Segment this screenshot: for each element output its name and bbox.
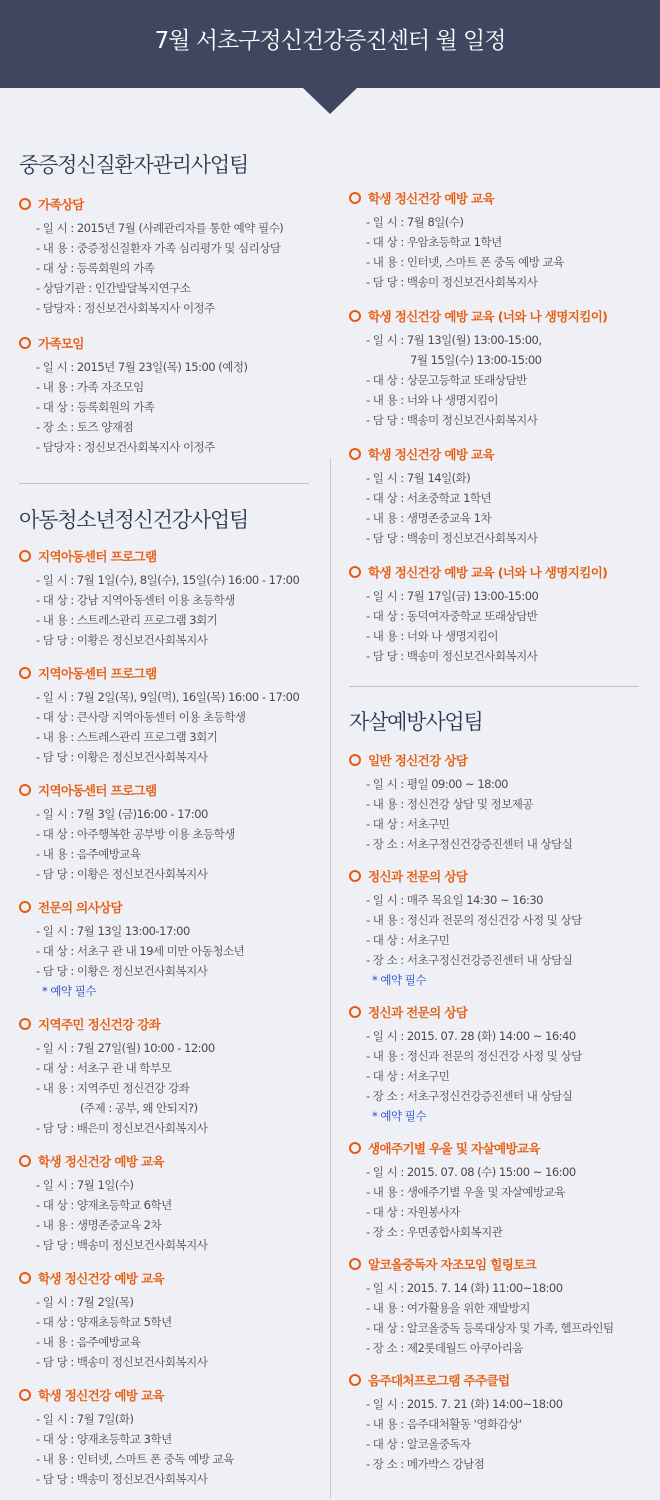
event-title-text: 알코올중독자 자조모임 힐링토크 — [368, 1257, 537, 1272]
circle-bullet-icon — [19, 1272, 31, 1284]
detail-line: - 대 상 : 강남 지역아동센터 이용 초등학생 — [36, 593, 235, 607]
detail-line: - 담 당 : 백송미 정신보건사회복지사 — [36, 1238, 208, 1252]
detail-line: - 장 소 : 서초구정신건강증진센터 내 상담실 — [366, 953, 573, 967]
detail-line: - 담 당 : 백송미 정신보건사회복지사 — [36, 1355, 208, 1369]
event-title — [349, 1136, 649, 1162]
detail-line: - 담 당 : 이황은 정신보건사회복지사 — [36, 964, 208, 978]
detail-line: - 담 당 : 이황은 정신보건사회복지사 — [36, 633, 208, 647]
event-details — [19, 570, 319, 650]
event-block — [19, 661, 319, 767]
left-column — [19, 146, 319, 1489]
event-title-text: 음주대처프로그램 주주클럽 — [368, 1373, 510, 1388]
team-title: 자살예방사업팀 — [349, 710, 483, 734]
detail-line: - 대 상 : 상문고등학교 또래상담반 — [366, 373, 527, 387]
detail-line: - 대 상 : 우암초등학교 1학년 — [366, 235, 502, 249]
detail-line: - 담 당 : 백송미 정신보건사회복지사 — [366, 649, 538, 663]
detail-line: - 일 시 : 2015년 7월 23일(목) 15:00 (예정) — [36, 360, 248, 374]
detail-line: - 대 상 : 큰사랑 지역아동센터 이용 초등학생 — [36, 710, 246, 724]
detail-line: - 대 상 : 서초구 관 내 학부모 — [36, 1061, 172, 1075]
detail-line: - 일 시 : 2015. 07. 28 (화) 14:00 ~ 16:40 — [366, 1029, 576, 1043]
event-block — [19, 778, 319, 884]
team-title: 아동청소년정신건강사업팀 — [19, 508, 249, 532]
detail-line: - 내 용 : 가족 자조모임 — [36, 380, 144, 394]
detail-line: - 일 시 : 7월 2일(목), 9일(먹), 16일(목) 16:00 - 17:00 — [36, 690, 300, 704]
event-title — [349, 304, 649, 330]
detail-line: - 내 용 : 생명존중교육 1차 — [366, 511, 492, 525]
event-title — [19, 661, 319, 687]
event-title — [19, 331, 319, 357]
detail-line: - 내 용 : 지역주민 정신건강 강좌 — [36, 1081, 190, 1095]
event-details — [19, 1175, 319, 1255]
event-title-text: 지역아동센터 프로그램 — [38, 549, 157, 564]
detail-line: - 담 당 : 백송미 정신보건사회복지사 — [36, 1472, 208, 1486]
detail-line: - 대 상 : 동덕여자중학교 또래상담반 — [366, 609, 538, 623]
event-details — [349, 586, 649, 666]
detail-line: - 일 시 : 7월 13일(월) 13:00-15:00, — [366, 333, 542, 347]
detail-line: - 대 상 : 서초구 관 내 19세 미만 아동청소년 — [36, 944, 245, 958]
event-block — [19, 1266, 319, 1372]
detail-line: - 일 시 : 매주 목요일 14:30 ~ 16:30 — [366, 893, 543, 907]
team-section — [19, 147, 319, 457]
circle-bullet-icon — [19, 784, 31, 796]
event-details — [349, 468, 649, 548]
event-title — [19, 778, 319, 804]
circle-bullet-icon — [349, 1142, 361, 1154]
event-title-text: 학생 정신건강 예방 교육 — [38, 1388, 165, 1403]
page-header — [0, 0, 660, 88]
event-title-text: 정신과 전문의 상담 — [368, 1005, 468, 1020]
event-title — [349, 864, 649, 890]
detail-line: - 내 용 : 스트레스관리 프로그램 3회기 — [36, 613, 218, 627]
team-title: 중증정신질환자관리사업팀 — [19, 153, 249, 177]
circle-bullet-icon — [349, 310, 361, 322]
detail-line: - 대 상 : 서초중학교 1학년 — [366, 491, 492, 505]
event-title — [349, 1252, 649, 1278]
detail-line: - 일 시 : 평일 09:00 ~ 18:00 — [366, 777, 508, 791]
detail-line: - 일 시 : 2015. 7. 14 (화) 11:00~18:00 — [366, 1281, 563, 1295]
detail-line: - 담 당 : 백송미 정신보건사회복지사 — [366, 275, 538, 289]
event-title — [349, 560, 649, 586]
event-title-text: 지역주민 정신건강 강좌 — [38, 1017, 161, 1032]
detail-line: - 장 소 : 서초구정신건강증진센터 내 상담실 — [366, 837, 573, 851]
detail-line: - 내 용 : 음주예방교육 — [36, 847, 141, 861]
detail-line: - 내 용 : 정신과 전문의 정신건강 사정 및 상담 — [366, 913, 582, 927]
event-title — [349, 748, 649, 774]
event-block — [19, 331, 319, 457]
circle-bullet-icon — [349, 566, 361, 578]
event-block — [349, 1000, 649, 1126]
team-section — [19, 502, 319, 1489]
detail-line: - 장 소 : 메가박스 강남점 — [366, 1457, 485, 1471]
detail-line: - 내 용 : 음주대처활동 '영화감상' — [366, 1417, 522, 1431]
event-block — [349, 748, 649, 854]
detail-line: - 일 시 : 7월 8일(수) — [366, 215, 464, 229]
detail-line: - 대 상 : 서초구민 — [366, 1069, 450, 1083]
circle-bullet-icon — [19, 337, 31, 349]
detail-line: - 담당자 : 정신보건사회복지사 이정주 — [36, 440, 215, 454]
event-block — [349, 1252, 649, 1358]
detail-line: - 내 용 : 생애주기별 우울 및 자살예방교육 — [366, 1185, 565, 1199]
circle-bullet-icon — [19, 1018, 31, 1030]
page-title: 7월 서초구정신건강증진센터 월 일정 — [154, 28, 506, 54]
event-block — [19, 895, 319, 1001]
event-block — [19, 1012, 319, 1138]
detail-line: - 일 시 : 2015년 7월 (사례관리자를 통한 예약 필수) — [36, 221, 284, 235]
reservation-note: * 예약 필수 — [372, 1109, 426, 1123]
event-title — [19, 1266, 319, 1292]
detail-line: - 일 시 : 7월 17일(금) 13:00-15:00 — [366, 589, 539, 603]
event-block — [349, 186, 649, 292]
detail-continuation: (주제 : 공부, 왜 안되지?) — [80, 1101, 198, 1115]
event-details — [349, 330, 649, 430]
detail-line: - 대 상 : 서초구민 — [366, 933, 450, 947]
event-title — [349, 1368, 649, 1394]
event-title — [19, 1383, 319, 1409]
event-block — [19, 192, 319, 318]
event-details — [349, 1394, 649, 1474]
event-details — [19, 1409, 319, 1489]
circle-bullet-icon — [19, 667, 31, 679]
event-title-text: 생애주기별 우울 및 자살예방교육 — [368, 1141, 540, 1156]
event-details — [19, 1292, 319, 1372]
detail-line: - 일 시 : 7월 3일 (금)16:00 - 17:00 — [36, 807, 208, 821]
event-title-text: 지역아동센터 프로그램 — [38, 666, 157, 681]
detail-line: - 내 용 : 스트레스관리 프로그램 3회기 — [36, 730, 218, 744]
event-block — [349, 1368, 649, 1474]
detail-line: - 대 상 : 등록회원의 가족 — [36, 400, 155, 414]
event-title-text: 학생 정신건강 예방 교육 — [368, 191, 495, 206]
event-title — [19, 1149, 319, 1175]
detail-line: - 대 상 : 양재초등학교 6학년 — [36, 1198, 172, 1212]
detail-line: - 일 시 : 7월 14일(화) — [366, 471, 471, 485]
event-title — [349, 1000, 649, 1026]
circle-bullet-icon — [349, 870, 361, 882]
detail-line: - 일 시 : 7월 1일(수) — [36, 1178, 134, 1192]
detail-line: - 내 용 : 정신과 전문의 정신건강 사정 및 상담 — [366, 1049, 582, 1063]
detail-line: - 대 상 : 아주행복한 공부방 이용 초등학생 — [36, 827, 235, 841]
event-details — [19, 921, 319, 1001]
circle-bullet-icon — [349, 754, 361, 766]
detail-line: - 대 상 : 알코올중독 등록대상자 및 가족, 헬프라인팀 — [366, 1321, 614, 1335]
detail-continuation: 7월 15일(수) 13:00-15:00 — [410, 353, 542, 367]
circle-bullet-icon — [349, 192, 361, 204]
event-title — [19, 192, 319, 218]
event-title-text: 학생 정신건강 예방 교육 — [38, 1271, 165, 1286]
event-details — [19, 1038, 319, 1138]
detail-line: - 장 소 : 우면종합사회복지관 — [366, 1225, 503, 1239]
detail-line: - 담 당 : 이황은 정신보건사회복지사 — [36, 750, 208, 764]
circle-bullet-icon — [19, 1389, 31, 1401]
detail-line: - 내 용 : 너와 나 생명지킴이 — [366, 393, 499, 407]
reservation-note: * 예약 필수 — [372, 973, 426, 987]
event-block — [19, 1383, 319, 1489]
event-details — [19, 687, 319, 767]
event-title-text: 학생 정신건강 예방 교육 — [368, 447, 495, 462]
event-title — [349, 442, 649, 468]
detail-line: - 내 용 : 인터넷, 스마트 폰 중독 예방 교육 — [36, 1452, 234, 1466]
detail-line: - 일 시 : 2015. 7. 21 (화) 14:00~18:00 — [366, 1397, 563, 1411]
event-title — [19, 1012, 319, 1038]
detail-line: - 담당자 : 정신보건사회복지사 이정주 — [36, 301, 215, 315]
detail-line: - 장 소 : 서초구정신건강증진센터 내 상담실 — [366, 1089, 573, 1103]
event-title-text: 일반 정신건강 상담 — [368, 753, 468, 768]
event-title — [349, 186, 649, 212]
detail-line: - 내 용 : 중증정신질환자 가족 심리평가 및 심리상담 — [36, 241, 281, 255]
event-title — [19, 895, 319, 921]
detail-line: - 대 상 : 양재초등학교 3학년 — [36, 1432, 172, 1446]
event-block — [19, 1149, 319, 1255]
event-title-text: 지역아동센터 프로그램 — [38, 783, 157, 798]
detail-line: - 일 시 : 7월 27일(월) 10:00 - 12:00 — [36, 1041, 215, 1055]
event-details — [349, 1162, 649, 1242]
detail-line: - 내 용 : 인터넷, 스마트 폰 중독 예방 교육 — [366, 255, 564, 269]
event-title-text: 학생 정신건강 예방 교육 (너와 나 생명지킴이) — [368, 565, 608, 580]
right-column — [349, 186, 649, 1474]
event-title — [19, 544, 319, 570]
detail-line: - 장 소 : 토즈 양재점 — [36, 420, 134, 434]
event-details — [19, 804, 319, 884]
detail-line: - 대 상 : 자원봉사자 — [366, 1205, 460, 1219]
detail-line: - 장 소 : 제2롯데월드 아쿠아리움 — [366, 1341, 523, 1355]
circle-bullet-icon — [19, 901, 31, 913]
event-title-text: 가족모임 — [38, 336, 84, 351]
detail-line: - 일 시 : 7월 7일(화) — [36, 1412, 134, 1426]
event-details — [349, 774, 649, 854]
detail-line: - 대 상 : 서초구민 — [366, 817, 450, 831]
event-title-text: 학생 정신건강 예방 교육 — [38, 1154, 165, 1169]
event-block — [349, 560, 649, 666]
circle-bullet-icon — [19, 198, 31, 210]
detail-line: - 담 당 : 배은미 정신보건사회복지사 — [36, 1121, 208, 1135]
event-block — [349, 442, 649, 548]
detail-line: - 담 당 : 이황은 정신보건사회복지사 — [36, 867, 208, 881]
reservation-note: * 예약 필수 — [42, 984, 96, 998]
detail-line: - 담 당 : 백송미 정신보건사회복지사 — [366, 531, 538, 545]
event-block — [349, 1136, 649, 1242]
event-details — [349, 1026, 649, 1126]
circle-bullet-icon — [349, 1374, 361, 1386]
event-details — [349, 890, 649, 990]
detail-line: - 일 시 : 2015. 07. 08 (수) 15:00 ~ 16:00 — [366, 1165, 576, 1179]
detail-line: - 일 시 : 7월 13일 13:00-17:00 — [36, 924, 190, 938]
detail-line: - 담 당 : 백송미 정신보건사회복지사 — [366, 413, 538, 427]
circle-bullet-icon — [349, 1006, 361, 1018]
circle-bullet-icon — [19, 550, 31, 562]
event-title-text: 정신과 전문의 상담 — [368, 869, 468, 884]
event-block — [349, 864, 649, 990]
column-divider — [330, 458, 331, 1498]
event-title-text: 가족상담 — [38, 197, 84, 212]
event-details — [349, 212, 649, 292]
event-block — [19, 544, 319, 650]
detail-line: - 내 용 : 생명존중교육 2차 — [36, 1218, 162, 1232]
detail-line: - 내 용 : 여가활용을 위한 재발방지 — [366, 1301, 530, 1315]
header-arrow-decoration — [303, 88, 357, 114]
circle-bullet-icon — [349, 1258, 361, 1270]
event-title-text: 학생 정신건강 예방 교육 (너와 나 생명지킴이) — [368, 309, 608, 324]
event-details — [19, 218, 319, 318]
detail-line: - 상담기관 : 인간발달복지연구소 — [36, 281, 191, 295]
detail-line: - 대 상 : 알코올중독자 — [366, 1437, 471, 1451]
detail-line: - 일 시 : 7월 1일(수), 8일(수), 15일(수) 16:00 - 17:00 — [36, 573, 300, 587]
event-details — [349, 1278, 649, 1358]
detail-line: - 일 시 : 7월 2일(목) — [36, 1295, 134, 1309]
detail-line: - 내 용 : 정신건강 상담 및 정보제공 — [366, 797, 534, 811]
event-title-text: 전문의 의사상담 — [38, 900, 123, 915]
circle-bullet-icon — [19, 1155, 31, 1167]
event-details — [19, 357, 319, 457]
event-block — [349, 304, 649, 430]
detail-line: - 내 용 : 음주예방교육 — [36, 1335, 141, 1349]
detail-line: - 내 용 : 너와 나 생명지킴이 — [366, 629, 499, 643]
detail-line: - 대 상 : 등록회원의 가족 — [36, 261, 155, 275]
detail-line: - 대 상 : 양재초등학교 5학년 — [36, 1315, 172, 1329]
circle-bullet-icon — [349, 448, 361, 460]
